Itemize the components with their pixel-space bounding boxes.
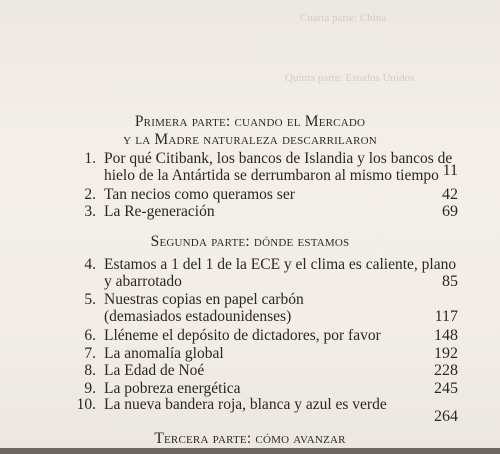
chapter-title-cont: hielo de la Antártida se derrumbaron al mismo tiempo: [104, 167, 439, 184]
chapter-number: 9.: [84, 380, 96, 397]
bleed-through-text: Quinta parte: Estados Unidos: [285, 72, 415, 84]
part-heading-1-line2: y la Madre naturaleza descarrilaron: [123, 131, 377, 148]
chapter-number: 1.: [84, 150, 96, 167]
chapter-title: Tan necios como queramos ser: [104, 186, 295, 203]
page-number: 264: [434, 408, 458, 425]
part-heading-3: Tercera parte: cómo avanzar: [154, 430, 346, 447]
chapter-title-cont: (demasiados estadounidenses): [104, 308, 292, 325]
page-number: 228: [434, 362, 458, 379]
chapter-title-cont: y abarrotado: [104, 273, 182, 290]
chapter-number: 4.: [84, 256, 96, 273]
part-heading-2: Segunda parte: dónde estamos: [150, 233, 350, 250]
chapter-title: Nuestras copias en papel carbón: [104, 291, 304, 308]
chapter-number: 2.: [84, 186, 96, 203]
bleed-through-text: Cuarta parte: China: [300, 12, 387, 24]
chapter-number: 7.: [84, 345, 96, 362]
chapter-title: Estamos a 1 del 1 de la ECE y el clima es caliente, plano: [104, 256, 457, 273]
chapter-title: La anomalía global: [104, 345, 224, 362]
chapter-title: Lléneme el depósito de dictadores, por favor: [104, 327, 381, 344]
page-number: 69: [442, 203, 458, 220]
chapter-title: La Edad de Noé: [104, 362, 205, 379]
page-number: 42: [442, 186, 458, 203]
chapter-number: 8.: [84, 362, 96, 379]
page-number: 245: [434, 380, 458, 397]
chapter-title: La pobreza energética: [104, 380, 241, 397]
chapter-title: La Re-generación: [104, 203, 215, 220]
chapter-title: La nueva bandera roja, blanca y azul es verde: [104, 396, 387, 413]
page-number: 117: [434, 308, 458, 325]
page-number: 192: [434, 345, 458, 362]
page-bottom-edge: [0, 448, 500, 454]
chapter-number: 3.: [84, 203, 96, 220]
chapter-title: Por qué Citibank, los bancos de Islandia y los bancos de: [104, 150, 453, 167]
chapter-number: 5.: [84, 291, 96, 308]
page-number: 148: [434, 327, 458, 344]
page-number: 85: [442, 273, 458, 290]
chapter-number: 6.: [84, 327, 96, 344]
chapter-number: 10.: [76, 396, 96, 413]
part-heading-1-line1: Primera parte: cuando el Mercado: [134, 113, 366, 130]
page-number: 11: [442, 162, 458, 179]
